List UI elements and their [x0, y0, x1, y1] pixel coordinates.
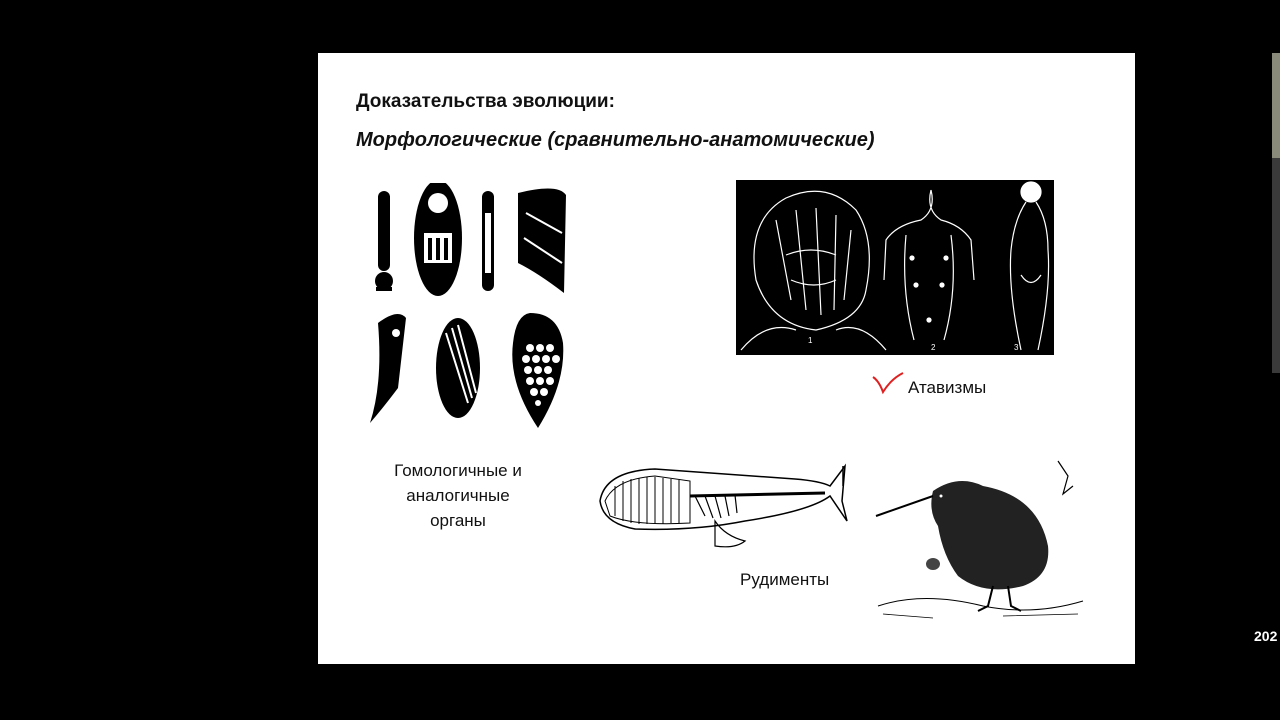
homologous-label-line2: аналогичные [406, 486, 510, 505]
homologous-label-line3: органы [430, 511, 486, 530]
hairy-face-figure [741, 191, 886, 350]
homologous-organs-illustration [358, 183, 578, 433]
kiwi-bird-illustration [873, 456, 1088, 621]
homologous-organs-label [378, 458, 538, 533]
atavisms-label: Атавизмы [908, 378, 987, 397]
atavism-number-2: 2 [931, 343, 936, 352]
slide-subheading: Морфологические (сравнительно-анатомические) [356, 129, 875, 151]
atavisms-photo [736, 180, 1054, 355]
mole-limb [414, 183, 462, 296]
fish-fin [436, 318, 480, 418]
ichthyosaur-flipper [512, 313, 563, 428]
bird-wing-bones [482, 191, 494, 291]
rudiments-label: Рудименты [740, 570, 830, 589]
atavism-number-3: 3 [1014, 343, 1019, 352]
checkmark-icon [871, 371, 905, 395]
presentation-slide [318, 53, 1135, 664]
extra-nipples-figure [884, 190, 974, 340]
atavism-number-1: 1 [808, 336, 813, 345]
side-video-thumbnail[interactable] [1272, 53, 1280, 373]
whale-skeleton-illustration [595, 461, 850, 556]
tail-figure [1010, 182, 1048, 350]
slide-heading: Доказательства эволюции: [356, 91, 615, 112]
human-arm-bones [375, 191, 393, 291]
side-thumbnail-image [1272, 53, 1280, 158]
shark-fin [370, 314, 406, 423]
homologous-label-line1: Гомологичные и [394, 461, 522, 480]
corner-year-text: 202 [1254, 628, 1278, 644]
bat-wing [518, 188, 566, 293]
